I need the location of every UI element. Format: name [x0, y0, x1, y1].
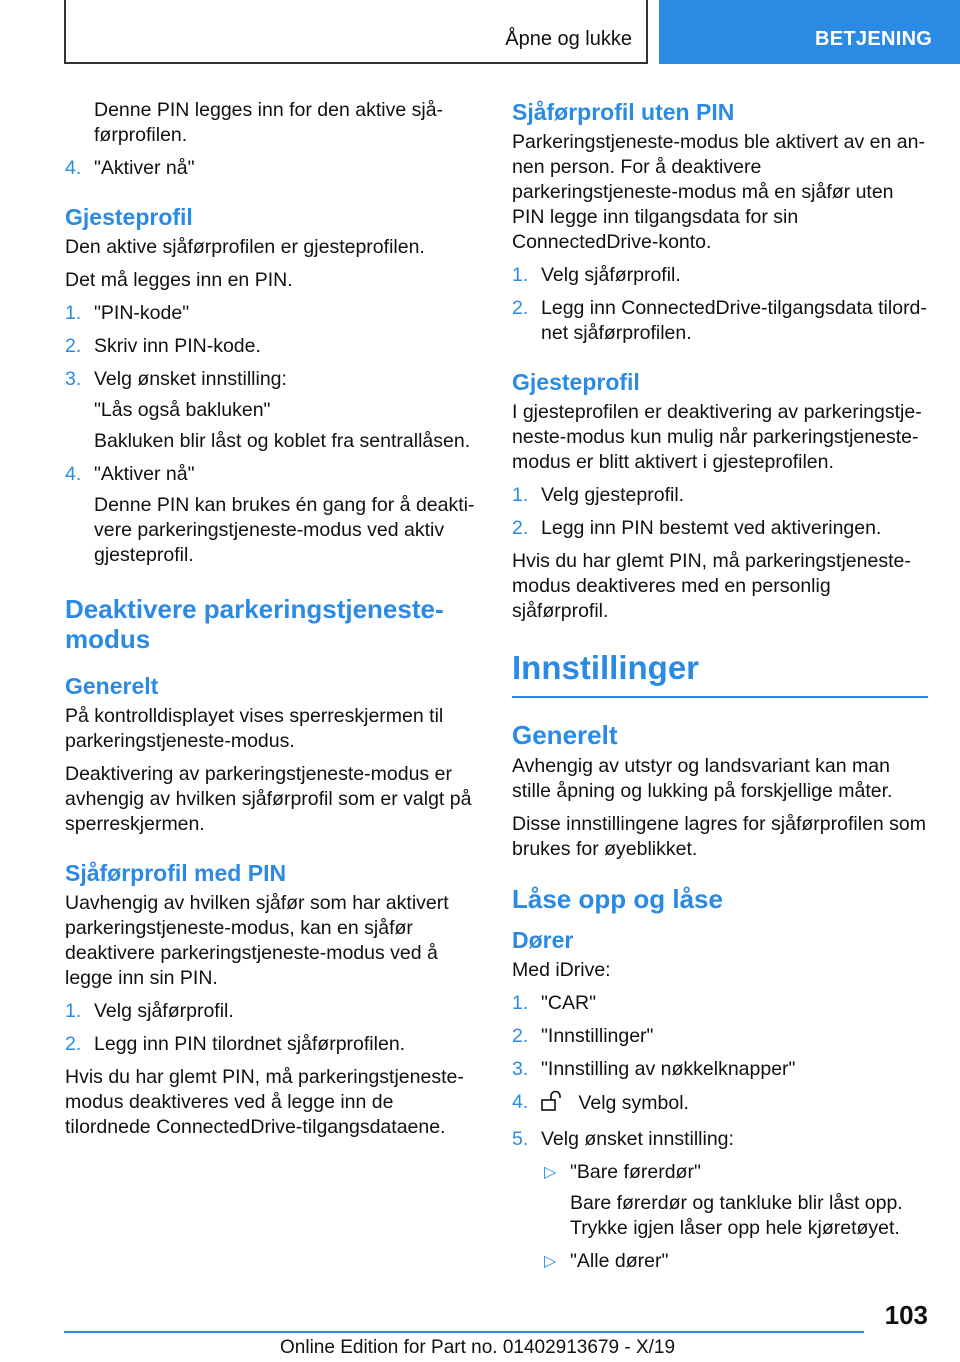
- step-number: 1.: [65, 302, 82, 324]
- step-text: Velg ønsket innstilling:: [541, 1128, 734, 1150]
- heading-deaktivere: Deaktivere parkeringstjeneste-modus: [65, 594, 444, 654]
- triangle-bullet-icon: ▷: [544, 1164, 557, 1181]
- step-subtext: "Lås også bakluken": [94, 399, 271, 421]
- paragraph: Det må legges inn en PIN.: [65, 269, 293, 291]
- paragraph: Avhengig av utstyr og landsvariant kan man stille åpning og lukking på forskjellige måter.: [512, 755, 893, 802]
- option-description: Bare førerdør og tankluke blir låst opp. Trykke igjen låser opp hele kjøretøyet.: [570, 1192, 903, 1239]
- page-number: 103: [884, 1300, 928, 1330]
- option-item: [512, 1249, 928, 1274]
- step-number: 4.: [65, 463, 82, 485]
- step-number: 4.: [512, 1091, 529, 1113]
- step-number: 2.: [512, 517, 529, 539]
- step-text: "Aktiver nå": [94, 463, 195, 485]
- list-item: [65, 334, 480, 359]
- list-item: [65, 367, 480, 454]
- step-text: Skriv inn PIN-kode.: [94, 335, 261, 357]
- list-item: [512, 1090, 928, 1119]
- heading-gjesteprofil: Gjesteprofil: [65, 204, 193, 230]
- heading-laase: Låse opp og låse: [512, 884, 723, 914]
- step-number: 2.: [65, 1033, 82, 1055]
- step-number: 1.: [512, 484, 529, 506]
- step-number: 3.: [65, 368, 82, 390]
- paragraph: Uavhengig av hvilken sjåfør som har aktivert parkeringstjeneste-modus, kan en sjåfør deaktivere parkeringstjeneste-modus ved å legge inn sin PIN.: [65, 892, 449, 989]
- edition-text: Online Edition for Part no. 01402913679 - X/19: [280, 1337, 676, 1358]
- step-number: 1.: [65, 1000, 82, 1022]
- intro-text: Denne PIN legges inn for den aktive sjåførprofilen.: [94, 99, 444, 146]
- list-item: [512, 991, 928, 1016]
- chapter-tab: BETJENING: [659, 0, 960, 64]
- list-item: [65, 999, 480, 1024]
- list-item: [65, 462, 480, 568]
- option-text: "Alle dører": [570, 1250, 669, 1272]
- option-text: "Bare førerdør": [570, 1161, 701, 1183]
- section-title: Åpne og lukke: [505, 28, 632, 50]
- heading-generelt-2: Generelt: [512, 720, 618, 750]
- step-text: Legg inn PIN tilordnet sjåførprofilen.: [94, 1033, 406, 1055]
- paragraph: Parkeringstjeneste-modus ble aktivert av en annen person. For å deaktivere parkeringstjeneste-modus må en sjåfør uten PIN legge inn tilgangsdata for sin ConnectedDrive-konto.: [512, 131, 925, 253]
- step-subtext: Bakluken blir låst og koblet fra sentrallåsen.: [94, 430, 471, 452]
- step-text: "Innstillinger": [541, 1025, 654, 1047]
- step-number: 3.: [512, 1058, 529, 1080]
- page-header: [0, 0, 960, 66]
- list-item: [512, 263, 928, 288]
- option-item: [512, 1160, 928, 1241]
- list-item: [65, 156, 480, 181]
- left-column: [65, 98, 480, 1148]
- step-number: 1.: [512, 992, 529, 1014]
- step-subtext: Denne PIN kan brukes én gang for å deaktivere parkeringstjeneste-modus ved aktiv gjesteprofil.: [94, 494, 475, 566]
- paragraph: Deaktivering av parkeringstjeneste-modus er avhengig av hvilken sjåførprofil som er valgt på sperreskjermen.: [65, 763, 472, 835]
- heading-uten-pin: Sjåførprofil uten PIN: [512, 99, 735, 125]
- paragraph: I gjesteprofilen er deaktivering av parkeringstjeneste-modus kun mulig når parkeringstjeneste-modus er blitt aktivert i gjesteprofilen.: [512, 401, 922, 473]
- step-number: 1.: [512, 264, 529, 286]
- list-item: [512, 516, 928, 541]
- list-item: [512, 1127, 928, 1152]
- step-text: Velg sjåførprofil.: [541, 264, 681, 286]
- step-number: 4.: [65, 157, 82, 179]
- padlock-open-icon: [541, 1090, 565, 1119]
- list-item: [512, 483, 928, 508]
- list-item: [512, 296, 928, 346]
- paragraph: Med iDrive:: [512, 959, 611, 981]
- heading-innstillinger: Innstillinger: [512, 648, 928, 698]
- paragraph: Hvis du har glemt PIN, må parkeringstjeneste-modus deaktiveres med en personlig sjåførprofil.: [512, 550, 911, 622]
- heading-med-pin: Sjåførprofil med PIN: [65, 860, 287, 886]
- list-item: [65, 1032, 480, 1057]
- paragraph: På kontrolldisplayet vises sperreskjermen til parkeringstjeneste-modus.: [65, 705, 444, 752]
- paragraph: Hvis du har glemt PIN, må parkeringstjeneste-modus deaktiveres ved å legge inn de tilordnede ConnectedDrive-tilgangsdataene.: [65, 1066, 464, 1138]
- list-item: [512, 1057, 928, 1082]
- heading-gjesteprofil-2: Gjesteprofil: [512, 369, 640, 395]
- footer-divider: [64, 1331, 864, 1333]
- step-number: 2.: [65, 335, 82, 357]
- heading-dorer: Dører: [512, 927, 574, 953]
- step-text: Velg symbol.: [578, 1092, 689, 1114]
- step-number: 5.: [512, 1128, 529, 1150]
- step-text: Legg inn PIN bestemt ved aktiveringen.: [541, 517, 882, 539]
- step-text: "CAR": [541, 992, 597, 1014]
- section-header-box: [64, 0, 648, 64]
- list-item: [65, 301, 480, 326]
- step-text: "Aktiver nå": [94, 157, 195, 179]
- paragraph: Den aktive sjåførprofilen er gjesteprofilen.: [65, 236, 425, 258]
- step-number: 2.: [512, 297, 529, 319]
- list-item: [512, 1024, 928, 1049]
- step-text: Velg gjesteprofil.: [541, 484, 685, 506]
- paragraph: Disse innstillingene lagres for sjåførprofilen som brukes for øyeblikket.: [512, 813, 927, 860]
- step-text: Legg inn ConnectedDrive-tilgangsdata tilordnet sjåførprofilen.: [541, 297, 927, 344]
- step-number: 2.: [512, 1025, 529, 1047]
- right-column: [512, 98, 928, 1282]
- heading-generelt: Generelt: [65, 673, 159, 699]
- step-text: Velg sjåførprofil.: [94, 1000, 234, 1022]
- step-text: "PIN-kode": [94, 302, 190, 324]
- triangle-bullet-icon: ▷: [544, 1253, 557, 1270]
- step-text: "Innstilling av nøkkelknapper": [541, 1058, 796, 1080]
- step-text: Velg ønsket innstilling:: [94, 368, 287, 390]
